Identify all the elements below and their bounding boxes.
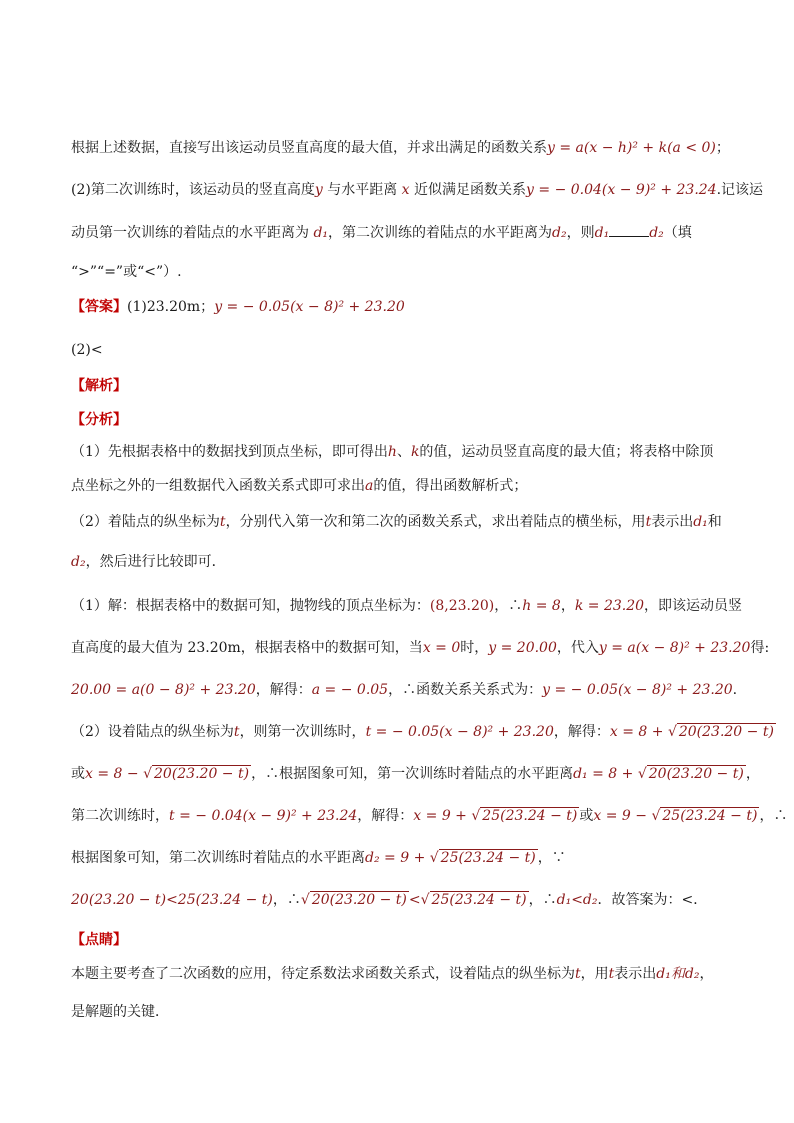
text: 的值，运动员竖直高度的最大值；将表格中除顶 — [419, 444, 714, 460]
formula: < — [408, 892, 421, 908]
var: k — [410, 444, 420, 460]
answer-tag: 【答案】 — [71, 299, 127, 315]
text: 或 — [71, 766, 85, 782]
problem-line-4: “>”“=”或“<”）. — [71, 264, 182, 280]
text: ， — [699, 966, 714, 982]
text: ，代入 — [556, 640, 599, 656]
formula: y = 20.00 — [488, 640, 557, 656]
solution-line-4: （2）设着陆点的纵坐标为t，则第一次训练时，t = − 0.05(x − 8)² + 23.20，解得：x = 8 + √ 20(23.20 − t) — [71, 724, 774, 740]
text: ，∴根据图象可知，第一次训练时着陆点的水平距离 — [251, 766, 574, 782]
text: 根据图象可知，第二次训练时着陆点的水平距离 — [71, 850, 365, 866]
formula: y = a(x − 8)² + 23.20 — [598, 640, 751, 656]
text: （1）解：根据表格中的数据可知，抛物线的顶点坐标为： — [71, 598, 430, 614]
formula: t = − 0.05(x − 8)² + 23.20 — [365, 724, 554, 740]
text: （2）设着陆点的纵坐标为 — [71, 724, 234, 740]
text: ，则 — [566, 225, 595, 241]
dianjing-tag — [71, 930, 734, 950]
text: ，即该运动员竖 — [644, 598, 743, 614]
tag: 【分析】 — [71, 412, 127, 428]
text: . — [732, 682, 738, 698]
formula: y = − 0.05(x − 8)² + 23.20 — [214, 299, 405, 315]
var: t — [645, 514, 652, 530]
text: 第二次训练时， — [71, 808, 169, 824]
text: 和 — [707, 514, 722, 530]
formula: x = 8 + — [609, 724, 668, 740]
var: d₂ — [649, 225, 664, 241]
text: 、 — [396, 444, 411, 460]
comment-line-1 — [71, 964, 734, 984]
solution-line-5: 或x = 8 − √ 20(23.20 − t) ，∴根据图象可知，第一次训练时着陆点的水平距离d₁ = 8 + √ 20(23.20 − t) ， — [71, 766, 760, 782]
text: 表示出 — [614, 966, 657, 982]
text: 与水平距离 — [327, 182, 398, 198]
formula: h = 8 — [522, 598, 561, 614]
var: d₂ — [552, 225, 567, 241]
text: ，解得： — [357, 808, 414, 824]
solution-line-3 — [71, 680, 738, 700]
formula: d₁和d₂ — [656, 966, 700, 982]
var: t — [233, 724, 240, 740]
tag: 【解析】 — [71, 378, 127, 394]
formula: 20(23.20 − t)<25(23.24 − t) — [71, 892, 273, 908]
text: ， — [745, 766, 760, 782]
text: (2)第二次训练时，该运动员的竖直高度 — [71, 182, 315, 198]
text: ．故答案为：<． — [597, 892, 708, 908]
text: ，用 — [580, 966, 609, 982]
solution-line-1 — [71, 596, 743, 616]
formula: x = 8 − — [85, 766, 144, 782]
text: 直高度的最大值为 23.20m，根据表格中的数据可知，当 — [71, 640, 423, 656]
analysis-line-3 — [71, 512, 734, 532]
formula: x = 9 − — [593, 808, 652, 824]
var: d₁ — [313, 225, 329, 241]
formula: y = − 0.05(x − 8)² + 23.20 — [542, 682, 733, 698]
formula: d₁ = 8 + — [573, 766, 638, 782]
formula: 20(23.20 − t) — [311, 892, 407, 908]
formula: 25(23.24 − t) — [431, 892, 527, 908]
var: t — [608, 966, 615, 982]
formula: 20(23.20 − t) — [648, 766, 744, 782]
text: ，∴ — [494, 598, 523, 614]
text: ，∴ — [272, 892, 301, 908]
text: 动员第一次训练的着陆点的水平距离为 — [71, 225, 309, 241]
text: 时， — [460, 640, 489, 656]
formula: a = − 0.05 — [311, 682, 389, 698]
problem-line-3 — [71, 222, 734, 243]
var: a — [365, 478, 374, 494]
var: d₂ — [71, 554, 86, 570]
text: ； — [715, 140, 730, 156]
text: ，∵ — [537, 850, 566, 866]
var: t — [575, 966, 581, 982]
jiexi-tag — [71, 376, 734, 396]
formula: 20(23.20 − t) — [154, 766, 250, 782]
analysis-line-2 — [71, 476, 734, 496]
fenxi-tag — [71, 410, 734, 430]
text: 得: — [750, 640, 770, 656]
text: （2）着陆点的纵坐标为 — [71, 514, 220, 530]
formula: 25(23.24 − t) — [482, 808, 578, 824]
text: 的值，得出函数解析式； — [373, 478, 528, 494]
text: ，∴ — [759, 808, 788, 824]
answer-line-2: (2)< — [71, 342, 103, 358]
solution-line-8: 20(23.20 − t)<25(23.24 − t)，∴√ 20(23.20 − t) <√ 25(23.24 − t) ，∴d₁<d₂．故答案为：<． — [71, 892, 708, 908]
solution-line-2 — [71, 638, 770, 658]
text: 表示出 — [651, 514, 694, 530]
var: d₁ — [594, 225, 610, 241]
tag: 【点睛】 — [71, 932, 127, 948]
text: （1）先根据表格中的数据找到顶点坐标，即可得出 — [71, 444, 388, 460]
text: ，解得： — [255, 682, 312, 698]
text: 近似满足函数关系 — [414, 182, 527, 198]
formula: 25(23.24 − t) — [440, 850, 536, 866]
problem-line-2 — [71, 180, 764, 200]
formula: (8,23.20) — [429, 598, 495, 614]
analysis-line-4 — [71, 552, 734, 572]
text: (1)23.20m； — [127, 299, 215, 315]
formula: 25(23.24 − t) — [662, 808, 758, 824]
formula: x = 0 — [422, 640, 461, 656]
text: 根据上述数据，直接写出该运动员竖直高度的最大值，并求出满足的函数关系 — [71, 140, 547, 156]
var: d₁ — [693, 514, 708, 530]
text: ，∴函数关系关系式为： — [388, 682, 543, 698]
analysis-line-1 — [71, 442, 734, 462]
text: 本题主要考查了二次函数的应用，待定系数法求函数关系式，设着陆点的纵坐标为 — [71, 966, 575, 982]
text: ，∴ — [528, 892, 557, 908]
text: （填 — [663, 225, 692, 241]
formula: d₂ = 9 + — [365, 850, 430, 866]
formula: t = − 0.04(x − 9)² + 23.24 — [169, 808, 358, 824]
problem-line-1 — [71, 138, 734, 158]
formula: 20.00 = a(0 − 8)² + 23.20 — [71, 682, 256, 698]
formula: x = 9 + — [413, 808, 472, 824]
text: ，分别代入第一次和第二次的函数关系式，求出着陆点的横坐标，用 — [225, 514, 646, 530]
solution-line-7: 根据图象可知，第二次训练时着陆点的水平距离d₂ = 9 + √ 25(23.24 − t) ，∵ — [71, 850, 566, 866]
formula: k = 23.20 — [574, 598, 645, 614]
text: ，解得： — [553, 724, 610, 740]
answer-line — [71, 297, 734, 317]
text: .记该运 — [716, 182, 764, 198]
var: h — [387, 444, 397, 460]
text: 或 — [579, 808, 594, 824]
solution-line-6: 第二次训练时，t = − 0.04(x − 9)² + 23.24，解得：x = 9 + √ 25(23.24 − t) 或x = 9 − √ 25(23.24 − t) ，∴ — [71, 808, 788, 824]
formula: y = − 0.04(x − 9)² + 23.24 — [526, 182, 717, 198]
comment-line-2: 是解题的关键． — [71, 1004, 169, 1020]
var: y — [314, 182, 323, 198]
var: t — [219, 514, 226, 530]
formula: 20(23.20 − t) — [678, 724, 774, 740]
text: 点坐标之外的一组数据代入函数关系式即可求出 — [71, 478, 365, 494]
answer-blank — [609, 222, 649, 237]
formula: d₁<d₂ — [556, 892, 598, 908]
text: ，则第一次训练时， — [239, 724, 366, 740]
formula: y = a(x − h)² + k(a < 0) — [547, 140, 716, 156]
text: ，第二次训练的着陆点的水平距离为 — [328, 225, 553, 241]
text: ，然后进行比较即可． — [85, 554, 226, 570]
text: ， — [560, 598, 575, 614]
var: x — [401, 182, 410, 198]
